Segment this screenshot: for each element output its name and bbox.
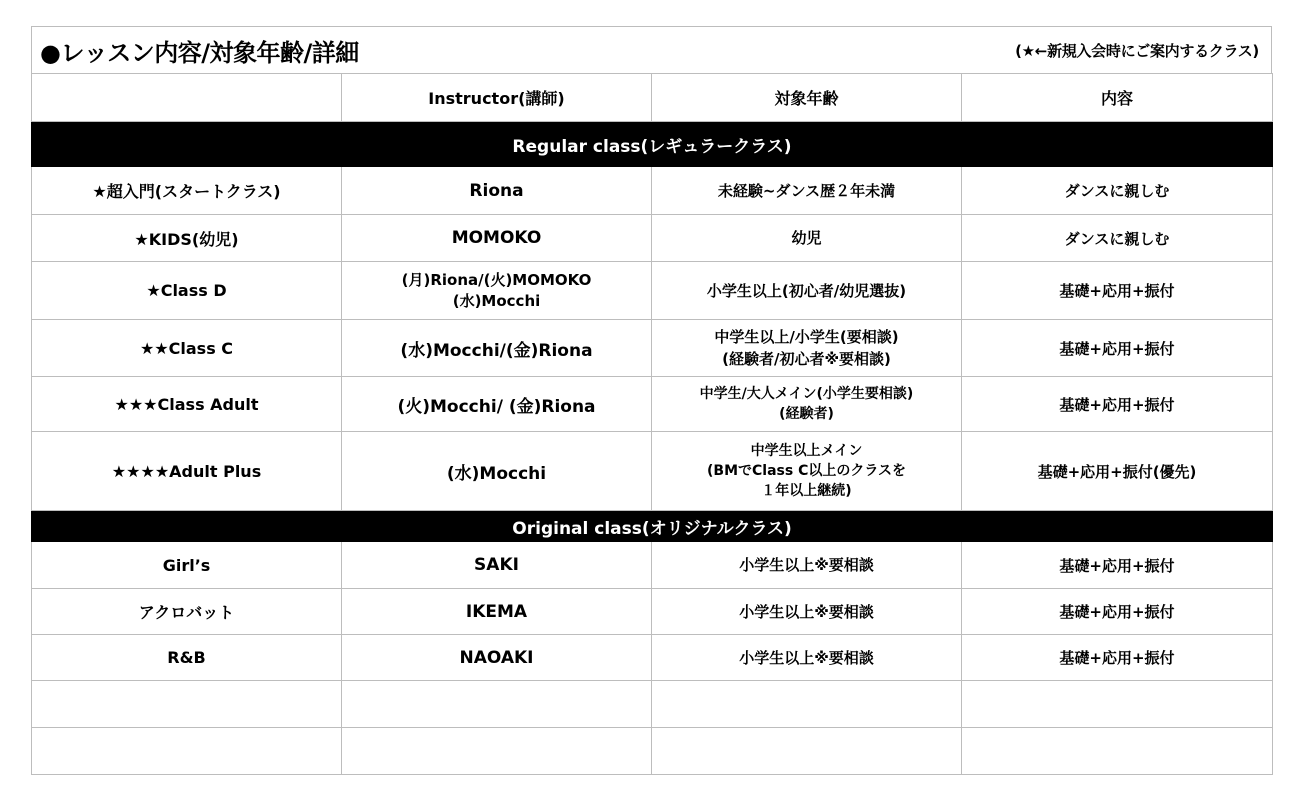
original-class-band — [32, 511, 1273, 542]
class-name: ★★★★Adult Plus — [32, 432, 342, 511]
empty-cell — [342, 728, 652, 775]
target-age — [652, 377, 962, 432]
table-row — [32, 589, 1273, 635]
instructor-line: (水)Mocchi — [452, 291, 541, 310]
instructor — [342, 167, 652, 215]
lesson-content: ダンスに親しむ — [962, 215, 1273, 262]
header-age: 対象年齢 — [652, 74, 962, 122]
target-age — [652, 589, 962, 635]
instructor — [342, 377, 652, 432]
instructor — [342, 635, 652, 681]
target-age — [652, 167, 962, 215]
class-name: アクロバット — [32, 589, 342, 635]
header-class — [32, 74, 342, 122]
sheet-title: ●レッスン内容/対象年齢/詳細 — [40, 38, 359, 67]
empty-cell — [652, 681, 962, 728]
instructor-line: (火)Mocchi/ (金)Riona — [397, 396, 596, 417]
star-note: (★←新規入会時にご案内するクラス) — [1015, 41, 1259, 60]
empty-row — [32, 681, 1273, 728]
title-row — [31, 26, 1272, 73]
table-row — [32, 542, 1273, 589]
age-line: 小学生以上※要相談 — [739, 648, 874, 667]
age-line: 小学生以上※要相談 — [739, 556, 874, 574]
target-age — [652, 542, 962, 589]
target-age — [652, 635, 962, 681]
target-age — [652, 215, 962, 262]
instructor-line: SAKI — [474, 555, 519, 575]
age-line: 小学生以上(初心者/幼児選抜) — [706, 281, 907, 300]
empty-cell — [652, 728, 962, 775]
header-content: 内容 — [962, 74, 1273, 122]
class-name: ★★★Class Adult — [32, 377, 342, 432]
target-age — [652, 320, 962, 377]
age-line: (経験者/初心者※要相談) — [722, 350, 891, 368]
instructor-line: IKEMA — [465, 601, 528, 622]
instructor — [342, 262, 652, 320]
table-row — [32, 215, 1273, 262]
lesson-content: 基礎+応用+振付 — [962, 589, 1273, 635]
age-line: 中学生以上メイン — [750, 443, 863, 459]
lesson-content: ダンスに親しむ — [962, 167, 1273, 215]
target-age — [652, 432, 962, 511]
class-name: R&B — [32, 635, 342, 681]
empty-cell — [962, 728, 1273, 775]
header-instructor: Instructor(講師) — [342, 74, 652, 122]
empty-cell — [962, 681, 1273, 728]
instructor-line: Riona — [469, 180, 524, 201]
instructor — [342, 320, 652, 377]
age-line: (経験者) — [779, 406, 834, 422]
instructor-line: NAOAKI — [459, 647, 534, 668]
age-line: 中学生/大人メイン(小学生要相談) — [699, 386, 914, 402]
table-row — [32, 377, 1273, 432]
original-class-label: Original class(オリジナルクラス) — [32, 511, 1273, 542]
class-name: Girl’s — [32, 542, 342, 589]
empty-cell — [32, 728, 342, 775]
table-row — [32, 635, 1273, 681]
age-line: １年以上継続) — [761, 483, 852, 499]
instructor-line: (水)Mocchi/(金)Riona — [400, 340, 593, 361]
instructor-line: (月)Riona/(火)MOMOKO — [401, 270, 592, 289]
age-line: 小学生以上※要相談 — [739, 602, 874, 621]
class-name: ★超入門(スタートクラス) — [32, 167, 342, 215]
lesson-content: 基礎+応用+振付 — [962, 377, 1273, 432]
lesson-sheet — [31, 26, 1272, 775]
target-age — [652, 262, 962, 320]
age-line: 中学生以上/小学生(要相談) — [714, 328, 899, 346]
lesson-content: 基礎+応用+振付 — [962, 262, 1273, 320]
age-line: 未経験~ダンス歴２年未満 — [717, 181, 896, 200]
table-row — [32, 262, 1273, 320]
instructor — [342, 542, 652, 589]
header-row — [32, 74, 1273, 122]
lesson-table — [31, 73, 1273, 775]
lesson-content: 基礎+応用+振付 — [962, 542, 1273, 589]
table-row — [32, 432, 1273, 511]
instructor-line: MOMOKO — [451, 228, 542, 248]
class-name: ★Class D — [32, 262, 342, 320]
regular-class-label: Regular class(レギュラークラス) — [32, 122, 1273, 167]
empty-cell — [342, 681, 652, 728]
empty-cell — [32, 681, 342, 728]
class-name: ★KIDS(幼児) — [32, 215, 342, 262]
table-row — [32, 320, 1273, 377]
class-name: ★★Class C — [32, 320, 342, 377]
instructor — [342, 589, 652, 635]
age-line: (BMでClass C以上のクラスを — [707, 463, 906, 479]
table-row — [32, 167, 1273, 215]
lesson-content: 基礎+応用+振付 — [962, 320, 1273, 377]
instructor-line: (水)Mocchi — [446, 463, 547, 484]
empty-row — [32, 728, 1273, 775]
lesson-content: 基礎+応用+振付(優先) — [962, 432, 1273, 511]
instructor — [342, 432, 652, 511]
regular-class-band — [32, 122, 1273, 167]
lesson-content: 基礎+応用+振付 — [962, 635, 1273, 681]
age-line: 幼児 — [791, 229, 822, 247]
instructor — [342, 215, 652, 262]
